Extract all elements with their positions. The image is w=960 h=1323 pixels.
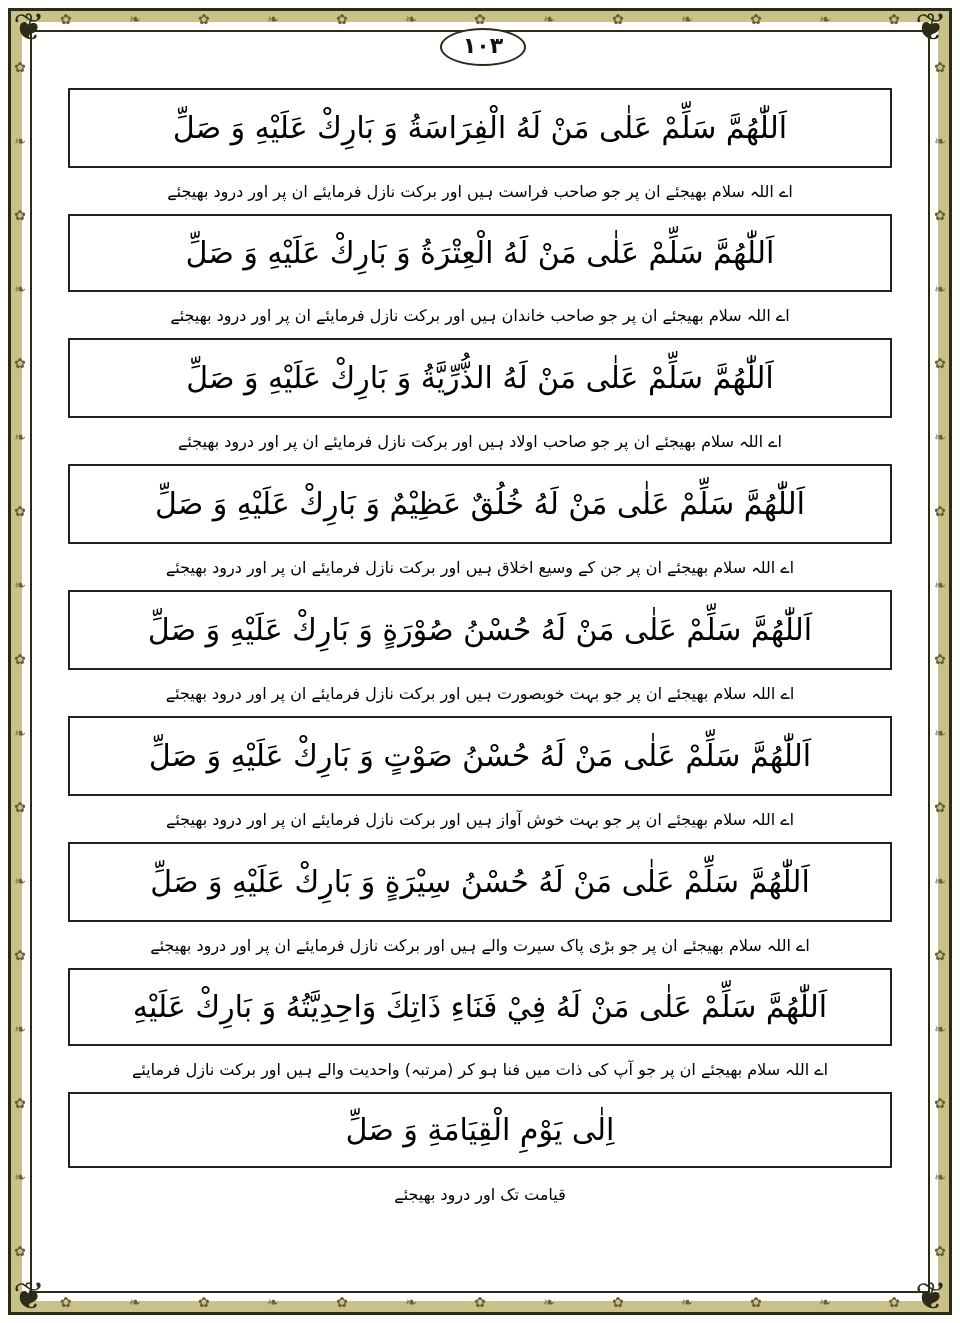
urdu-translation: اے اللہ سلام بھیجئے ان پر جو بہت خوش آواز ہیں اور برکت نازل فرمایئے ان پر اور درود بھیجئے: [165, 809, 795, 829]
corner-ornament-icon: ❦: [13, 1274, 45, 1318]
supplication-list: [68, 88, 892, 1220]
urdu-translation: قیامت تک اور درود بھیجئے: [394, 1184, 566, 1204]
page-number: ۱۰۳: [440, 28, 526, 66]
urdu-translation: اے اللہ سلام بھیجئے ان پر جو بڑی پاک سیرت والے ہیں اور برکت نازل فرمایئے ان پر اور درود بھیجئے: [150, 935, 810, 955]
corner-ornament-icon: ❦: [13, 5, 45, 49]
arabic-verse: اِلٰى يَوْمِ الْقِيَامَةِ وَ صَلِّ: [68, 1092, 892, 1168]
arabic-verse: اَللّٰهُمَّ سَلِّمْ عَلٰى مَنْ لَهُ الْفِرَاسَةُ وَ بَارِكْ عَلَيْهِ وَ صَلِّ: [68, 88, 892, 168]
vine-ornament-icon: ✿ ❧ ✿ ❧ ✿ ❧ ✿ ❧ ✿ ❧ ✿ ❧ ✿: [60, 12, 900, 28]
urdu-translation: اے اللہ سلام بھیجئے ان پر جو بہت خوبصورت ہیں اور برکت نازل فرمایئے ان پر اور درود بھیجئے: [165, 683, 795, 703]
corner-ornament-icon: ❦: [915, 5, 947, 49]
vine-ornament-icon: ✿ ❧ ✿ ❧ ✿ ❧ ✿ ❧ ✿ ❧ ✿ ❧ ✿ ❧ ✿ ❧ ✿: [934, 60, 946, 1260]
arabic-verse: اَللّٰهُمَّ سَلِّمْ عَلٰى مَنْ لَهُ خُلُقٌ عَظِيْمٌ وَ بَارِكْ عَلَيْهِ وَ صَلِّ: [68, 464, 892, 544]
arabic-verse: اَللّٰهُمَّ سَلِّمْ عَلٰى مَنْ لَهُ فِيْ فَنَاءِ ذَاتِكَ وَاحِدِيَّتُهُ وَ بَارِكْ عَلَيْهِ: [68, 968, 892, 1046]
urdu-translation: اے اللہ سلام بھیجئے ان پر جو صاحب خاندان ہیں اور برکت نازل فرمایئے ان پر اور درود بھیجئے: [170, 305, 790, 325]
arabic-verse: اَللّٰهُمَّ سَلِّمْ عَلٰى مَنْ لَهُ الْعِتْرَةُ وَ بَارِكْ عَلَيْهِ وَ صَلِّ: [68, 214, 892, 292]
urdu-translation: اے اللہ سلام بھیجئے ان پر جو آپ کی ذات میں فنا ہو کر (مرتبہ) واحدیت والے ہیں اور برکت نازل فرمایئے: [131, 1059, 829, 1079]
arabic-verse: اَللّٰهُمَّ سَلِّمْ عَلٰى مَنْ لَهُ الذُّرِّيَّةُ وَ بَارِكْ عَلَيْهِ وَ صَلِّ: [68, 338, 892, 418]
arabic-verse: اَللّٰهُمَّ سَلِّمْ عَلٰى مَنْ لَهُ حُسْنُ سِيْرَةٍ وَ بَارِكْ عَلَيْهِ وَ صَلِّ: [68, 842, 892, 922]
vine-ornament-icon: ✿ ❧ ✿ ❧ ✿ ❧ ✿ ❧ ✿ ❧ ✿ ❧ ✿ ❧ ✿ ❧ ✿: [14, 60, 26, 1260]
urdu-translation: اے اللہ سلام بھیجئے ان پر جو صاحب اولاد ہیں اور برکت نازل فرمایئے ان پر اور درود بھیجئے: [178, 431, 782, 451]
arabic-verse: اَللّٰهُمَّ سَلِّمْ عَلٰى مَنْ لَهُ حُسْنُ صَوْتٍ وَ بَارِكْ عَلَيْهِ وَ صَلِّ: [68, 716, 892, 796]
urdu-translation: اے اللہ سلام بھیجئے ان پر جو صاحب فراست ہیں اور برکت نازل فرمایئے ان پر اور درود بھیجئے: [167, 181, 793, 201]
urdu-translation: اے اللہ سلام بھیجئے ان پر جن کے وسیع اخلاق ہیں اور برکت نازل فرمایئے ان پر اور درود بھیجئے: [165, 557, 795, 577]
vine-ornament-icon: ✿ ❧ ✿ ❧ ✿ ❧ ✿ ❧ ✿ ❧ ✿ ❧ ✿: [60, 1295, 900, 1311]
corner-ornament-icon: ❦: [915, 1274, 947, 1318]
arabic-verse: اَللّٰهُمَّ سَلِّمْ عَلٰى مَنْ لَهُ حُسْنُ صُوْرَةٍ وَ بَارِكْ عَلَيْهِ وَ صَلِّ: [68, 590, 892, 670]
